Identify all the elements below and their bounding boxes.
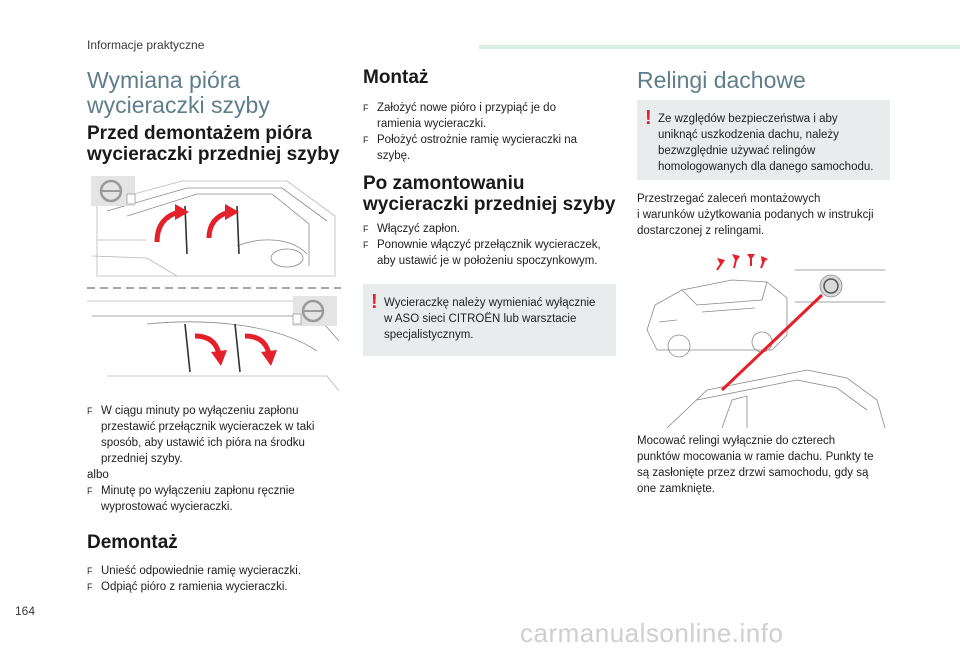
step-text: Unieść odpowiednie ramię wycieraczki. [101,565,302,577]
warning-line: specjalistycznym. [384,329,474,341]
page-number: 164 [15,604,36,618]
after-mounting-steps [363,221,621,269]
list-item [363,221,621,237]
step-line: przestawić przełącznik wycieraczek w taki [101,421,315,433]
steering-wheel-icon-top [91,176,135,206]
header-accent-bar [479,45,960,49]
mounting-points-text [637,433,897,497]
step-line: Ponownie włączyć przełącznik wycieraczek, [377,239,601,251]
step-line: Minutę po wyłączeniu zapłonu ręcznie [101,485,295,497]
step-text: Odpiąć pióro z ramienia wycieraczki. [101,581,288,593]
watermark-text: carmanualsonline.info [520,618,784,648]
section-title-removal: Demontaż [87,532,178,553]
page-title-line-2: wycieraczki szyby [87,92,270,118]
bullet-arrow-icon: F [87,582,93,592]
list-item [87,483,342,515]
paragraph-line: punktów mocowania w ramie dachu. Punkty te [637,451,874,463]
dealer-warning-box [363,284,616,356]
bullet-arrow-icon: F [363,135,369,145]
roof-bars-instructions [637,191,897,239]
step-line: sposób, aby ustawić ich pióra na środku [101,437,305,449]
roof-arrows [717,254,768,270]
list-item [363,237,621,269]
warning-line: Wycieraczkę należy wymieniać wyłącznie [384,297,596,309]
paragraph-line: Przestrzegać zaleceń montażowych [637,193,821,205]
page-title-line-1: Wymiana pióra [87,67,241,93]
bullet-arrow-icon: F [87,486,93,496]
section-title-after-mounting [363,173,615,215]
roof-bars-warning-box [637,100,890,180]
section-title-line-1: Po zamontowaniu [363,173,525,194]
section-title-roof-bars: Relingi dachowe [637,67,806,93]
mounting-steps [363,100,618,164]
wiper-illustration [87,176,341,398]
step-line: wyprostować wycieraczki. [101,501,233,513]
mounting-detail [667,270,885,428]
warning-line: w ASO sieci CITROËN lub warsztacie [384,313,577,325]
step-line: przedniej szyby. [101,453,183,465]
warning-icon: ! [645,107,652,129]
step-line: szybę. [377,150,411,162]
paragraph-line: Mocować relingi wyłącznie do czterech [637,435,836,447]
step-line: Założyć nowe pióro i przypiąć je do [377,102,556,114]
section-title-line-1: Przed demontażem pióra [87,123,312,144]
warning-line: bezwzględnie używać relingów [658,145,816,157]
section-title-mounting: Montaż [363,67,429,88]
warning-line: uniknąć uszkodzenia dachu, należy [658,129,839,141]
pre-removal-alt-step [87,483,342,515]
step-line: Włączyć zapłon. [377,223,461,235]
step-line: aby ustawić je w położeniu spoczynkowym. [377,255,598,267]
pre-removal-steps [87,403,342,467]
paragraph-line: dostarczonej z relingami. [637,225,765,237]
list-item [87,403,342,467]
warning-icon: ! [371,291,378,313]
warning-line: homologowanych dla danego samochodu. [658,161,874,173]
paragraph-line: są zasłonięte przez drzwi samochodu, gdy są [637,467,869,479]
bullet-arrow-icon: F [363,103,369,113]
list-item [363,132,618,164]
roof-bars-illustration [637,250,890,428]
or-text: albo [87,469,109,481]
step-line: W ciągu minuty po wyłączeniu zapłonu [101,405,299,417]
warning-line: Ze względów bezpieczeństwa i aby [658,113,838,125]
list-item [87,563,342,579]
bullet-arrow-icon: F [87,566,93,576]
rotate-arrow-left-bottom [195,336,219,354]
warning-text [658,111,882,175]
rotate-arrow-right-bottom [245,336,269,354]
warning-text [384,295,608,343]
bullet-arrow-icon: F [363,224,369,234]
list-item [363,100,618,132]
paragraph-line: one zamknięte. [637,483,715,495]
bullet-arrow-icon: F [363,240,369,250]
step-line: ramienia wycieraczki. [377,118,487,130]
step-line: Położyć ostrożnie ramię wycieraczki na [377,134,578,146]
car-outline [647,280,787,357]
section-title-before-removal [87,123,339,165]
section-title-line-2: wycieraczki przedniej szyby [363,194,616,215]
section-header: Informacje praktyczne [87,38,205,52]
list-item [87,579,342,595]
bullet-arrow-icon: F [87,406,93,416]
removal-steps [87,563,342,595]
steering-wheel-icon-bottom [293,296,337,326]
page-title [87,68,270,118]
section-title-line-2: wycieraczki przedniej szyby [87,144,340,165]
paragraph-line: i warunków użytkowania podanych w instrukcji [637,209,874,221]
